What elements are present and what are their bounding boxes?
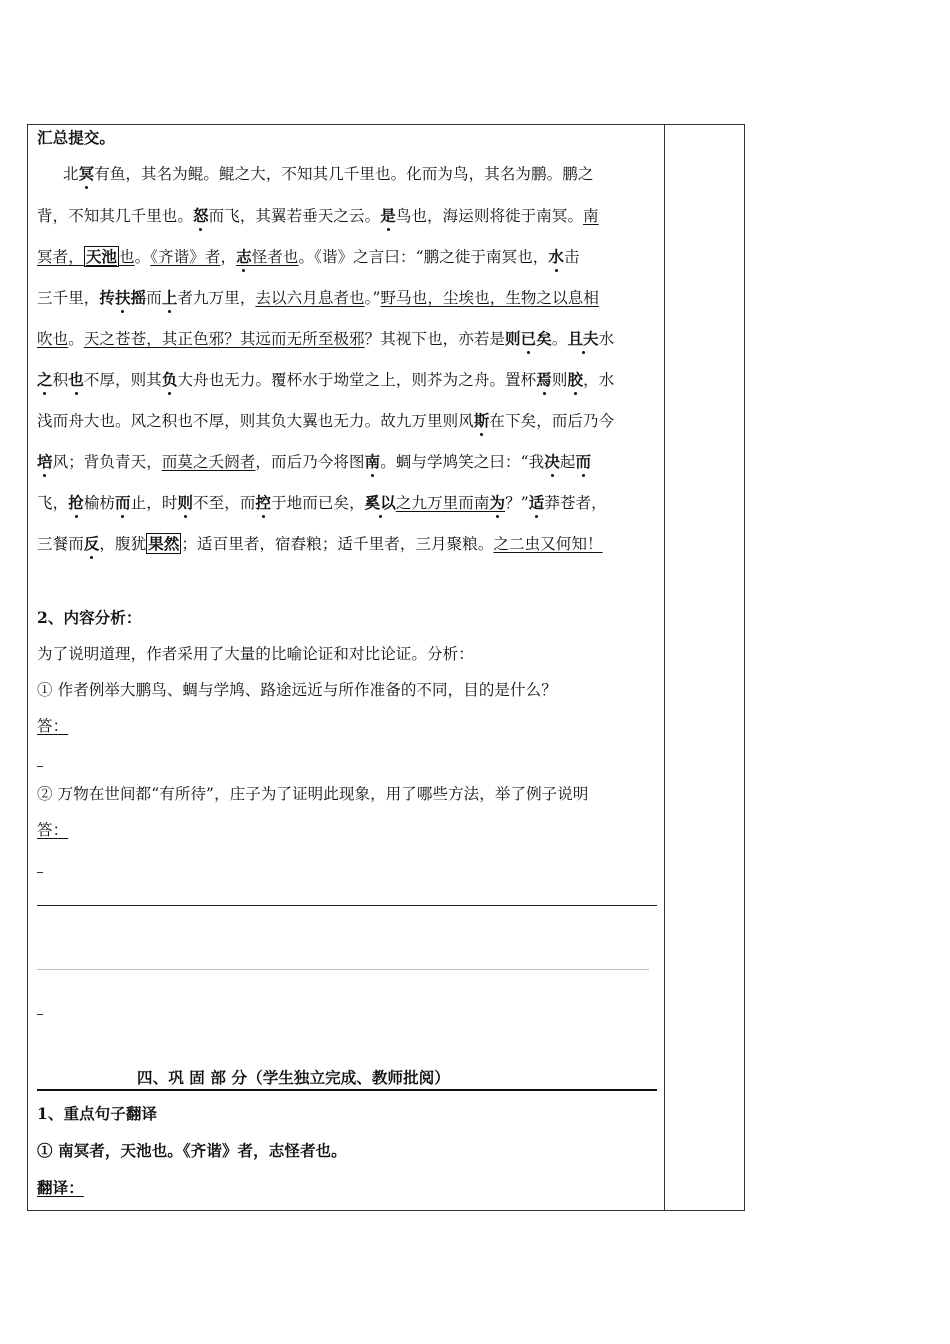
passage-line-4: 三千里，抟扶摇而上者九万里，去以六月息者也。”野马也，尘埃也，生物之以息相 (37, 288, 599, 307)
answer-rule-2 (37, 969, 649, 970)
passage-line-8: 培风；背负青天，而莫之夭阏者，而后乃今将图南。蜩与学鸠笑之曰：“我决起而 (37, 452, 592, 471)
question-2: ② 万物在世间都“有所待”，庄子为了证明此现象，用了哪些方法，举了例子说明 (37, 785, 589, 803)
section4-rule (37, 1089, 657, 1091)
answer-rule-3 (37, 1014, 43, 1015)
section4-heading: 四、巩 固 部 分（学生独立完成、教师批阅） (137, 1068, 450, 1087)
answer-1-line (37, 766, 43, 767)
passage-line-5: 吹也。天之苍苍，其正色邪？其远而无所至极邪？其视下也，亦若是则已矣。且夫水 (37, 329, 615, 348)
passage-line-1: 北冥有鱼，其名为鲲。鲲之大，不知其几千里也。化而为鸟，其名为鹏。鹏之 (63, 164, 594, 183)
passage-line-3: 冥者， 天池 也。《齐谐》者，志怪者也。《谐》之言曰：“鹏之徙于南冥也，水击 (37, 247, 580, 266)
item1-title: 1、重点句子翻译 (37, 1104, 158, 1123)
translate-label: 翻译： (37, 1178, 84, 1197)
question-1: ① 作者例举大鹏鸟、蜩与学鸠、路途远近与所作准备的不同，目的是什么？ (37, 681, 557, 699)
answer-1-label: 答： (37, 717, 69, 735)
header-line: 汇总提交。 (37, 128, 116, 147)
answer-2-label: 答： (37, 821, 69, 839)
answer-rule-1 (37, 905, 657, 906)
column-divider (664, 124, 665, 1211)
section2-title: 2、内容分析： (37, 608, 142, 627)
passage-line-7: 浅而舟大也。风之积也不厚，则其负大翼也无力。故九万里则风斯在下矣，而后乃今 (37, 411, 615, 430)
passage-line-10: 三餐而反，腹犹 果然 ；适百里者，宿舂粮；适千里者，三月聚粮。之二虫又何知！ (37, 534, 603, 553)
passage-line-9: 飞，抢榆枋而止，时则不至，而控于地而已矣，奚以之九万里而南为？”适莽苍者， (37, 493, 607, 512)
passage-line-6: 之积也不厚，则其负大舟也无力。覆杯水于坳堂之上，则芥为之舟。置杯焉则胶，水 (37, 370, 615, 389)
section2-intro: 为了说明道理，作者采用了大量的比喻论证和对比论证。分析： (37, 645, 474, 663)
sentence-1: ① 南冥者，天池也。《齐谐》者，志怪者也。 (37, 1141, 347, 1160)
passage-line-2: 背，不知其几千里也。怒而飞，其翼若垂天之云。是鸟也，海运则将徙于南冥。南 (37, 206, 599, 225)
answer-2-line (37, 872, 43, 873)
